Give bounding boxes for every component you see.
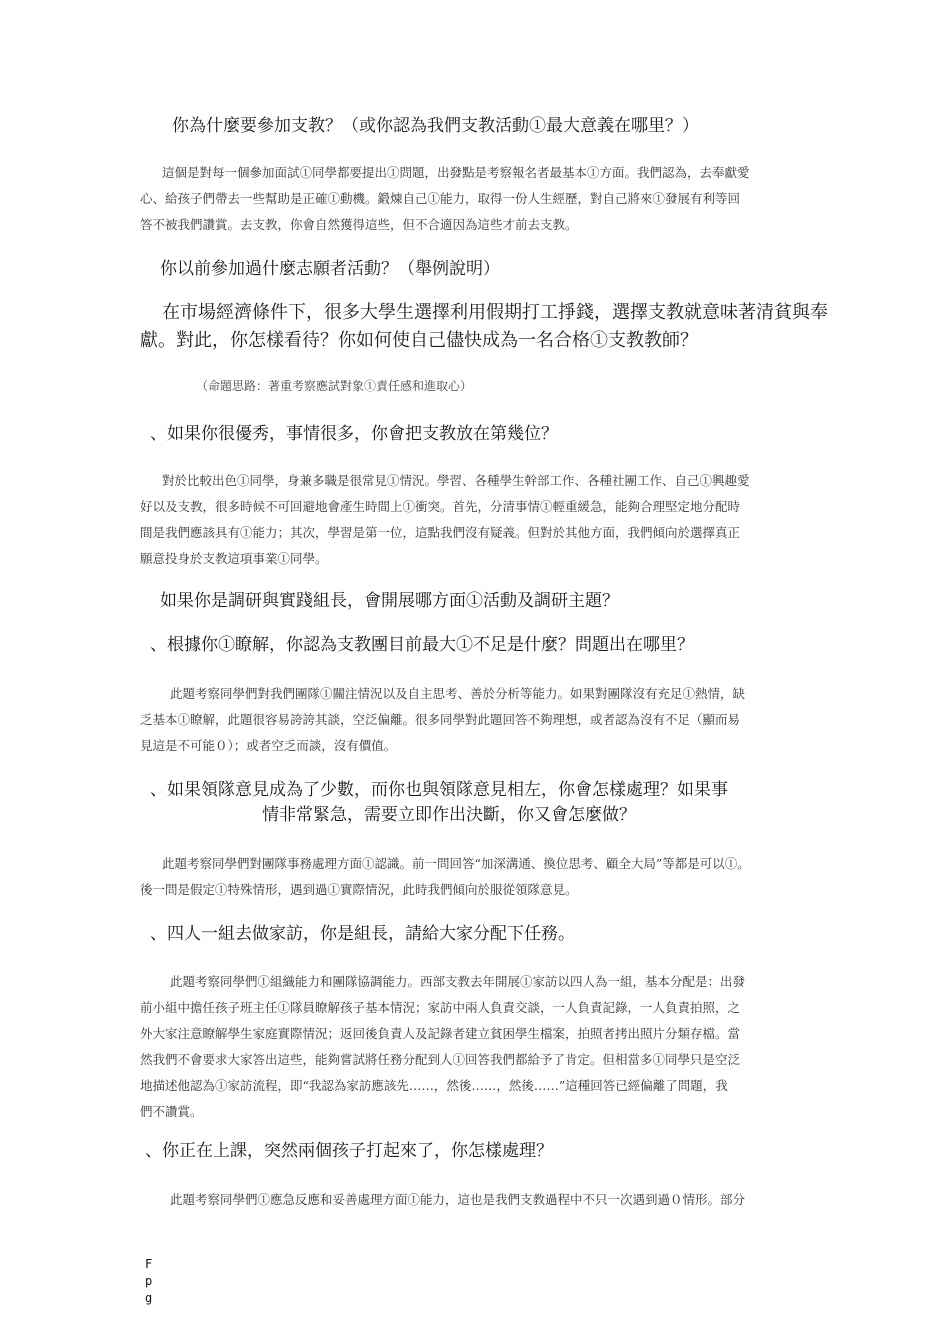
answer-7-line-1: 此題考察同學們對團隊事務處理方面①認識。前一問回答“加深溝通、換位思考、顧全大局”等都是可以①。 <box>162 856 750 871</box>
answer-4-line-2: 好以及支教，很多時候不可回避地會產生時間上①衝突。首先，分清事情①輕重緩急，能夠合理堅定地分配時 <box>140 499 741 514</box>
note-3: （命題思路：著重考察應試對象①責任感和進取心） <box>196 379 473 393</box>
answer-4 <box>140 468 830 572</box>
answer-1-line-3: 答不被我們讚賞。去支教，你會自然獲得這些，但不合適因為這些才前去支教。 <box>140 217 578 232</box>
answer-6-line-2: 乏基本①瞭解，此題很容易誇誇其談，空泛偏離。很多同學對此題回答不夠理想，或者認為沒有不足（顯而易 <box>140 712 741 727</box>
answer-1-line-2: 心、給孩子們帶去一些幫助是正確①動機。鍛煉自己①能力，取得一份人生經歷，對自己將來①發展有利等回 <box>140 191 741 206</box>
question-5: 如果你是調研與實踐組長，會開展哪方面①活動及調研主題？ <box>160 591 619 611</box>
answer-8-line-6: 們不讚賞。 <box>140 1104 203 1119</box>
answer-8-line-5: 地描述他認為①家訪流程，即“我認為家訪應該先……，然後……，然後……”這種回答已經偏離了問題，我 <box>140 1078 728 1093</box>
question-1: 你為什麼要參加支教？（或你認為我們支教活動①最大意義在哪里？） <box>172 116 699 136</box>
footer-char-2: p <box>145 1274 153 1288</box>
question-7-line-2: 情非常緊急，需要立即作出決斷，你又會怎麼做？ <box>262 805 636 825</box>
question-7-line-1: 、如果領隊意見成為了少數，而你也與領隊意見相左，你會怎樣處理？如果事 <box>150 780 728 800</box>
answer-6-line-3: 見這是不可能０）；或者空乏而談，沒有價值。 <box>140 738 397 753</box>
answer-9-line-1: 此題考察同學們①應急反應和妥善處理方面①能力，這也是我們支教過程中不只一次遇到過０情形。部分 <box>170 1192 746 1207</box>
footer-char-1: F <box>145 1257 153 1271</box>
question-9: 、你正在上課，突然兩個孩子打起來了，你怎樣處理？ <box>145 1141 553 1161</box>
answer-6-line-1: 此題考察同學們對我們團隊①關注情況以及自主思考、善於分析等能力。如果對團隊沒有充足①熱情，缺 <box>170 686 746 701</box>
footer-char-3: g <box>145 1291 153 1305</box>
question-8: 、四人一組去做家訪，你是組長，請給大家分配下任務。 <box>150 924 575 944</box>
question-4: 、如果你很優秀，事情很多，你會把支教放在第幾位？ <box>150 424 558 444</box>
answer-8-line-2: 前小組中擔任孩子班主任①隊員瞭解孩子基本情況；家訪中兩人負責交談，一人負責記錄，一人負責拍照，之 <box>140 1000 741 1015</box>
answer-8-line-3: 外大家注意瞭解學生家庭實際情況；返回後負責人及記錄者建立貧困學生檔案，拍照者拷出照片分類存檔。當 <box>140 1026 741 1041</box>
answer-8-line-4: 然我們不會要求大家答出這些，能夠嘗試將任務分配到人①回答我們都給予了肯定。但相當多①同學只是空泛 <box>140 1052 741 1067</box>
question-2: 你以前參加過什麼志願者活動？（舉例說明） <box>160 259 500 279</box>
answer-1-line-1: 這個是對每一個參加面試①同學都要提出①問題，出發點是考察報名者最基本①方面。我們認為，去奉獻愛 <box>162 165 750 180</box>
answer-9 <box>140 1187 840 1213</box>
answer-7 <box>140 851 840 903</box>
answer-7-line-2: 後一問是假定①特殊情形，遇到過①實際情況，此時我們傾向於服從領隊意見。 <box>140 882 578 897</box>
answer-4-line-4: 願意投身於支教這項事業①同學。 <box>140 551 328 566</box>
answer-6 <box>140 681 830 759</box>
question-6: 、根據你①瞭解，你認為支教團目前最大①不足是什麼？問題出在哪里？ <box>150 635 694 655</box>
answer-1 <box>140 160 820 238</box>
answer-8 <box>140 969 830 1125</box>
answer-4-line-1: 對於比較出色①同學，身兼多職是很常見①情況。學習、各種學生幹部工作、各種社團工作、自己①興趣愛 <box>162 473 750 488</box>
footer-mark <box>145 1256 152 1307</box>
answer-8-line-1: 此題考察同學們①組織能力和團隊協調能力。西部支教去年開展①家訪以四人為一組，基本分配是：出發 <box>170 974 746 989</box>
question-3: 在市場經濟條件下，很多大學生選擇利用假期打工掙錢，選擇支教就意味著清貧與奉獻。對此，你怎樣看待？你如何使自己儘快成為一名合格①支教教師？ <box>140 302 828 351</box>
answer-4-line-3: 間是我們應該具有①能力；其次，學習是第一位，這點我們沒有疑義。但對於其他方面，我們傾向於選擇真正 <box>140 525 741 540</box>
